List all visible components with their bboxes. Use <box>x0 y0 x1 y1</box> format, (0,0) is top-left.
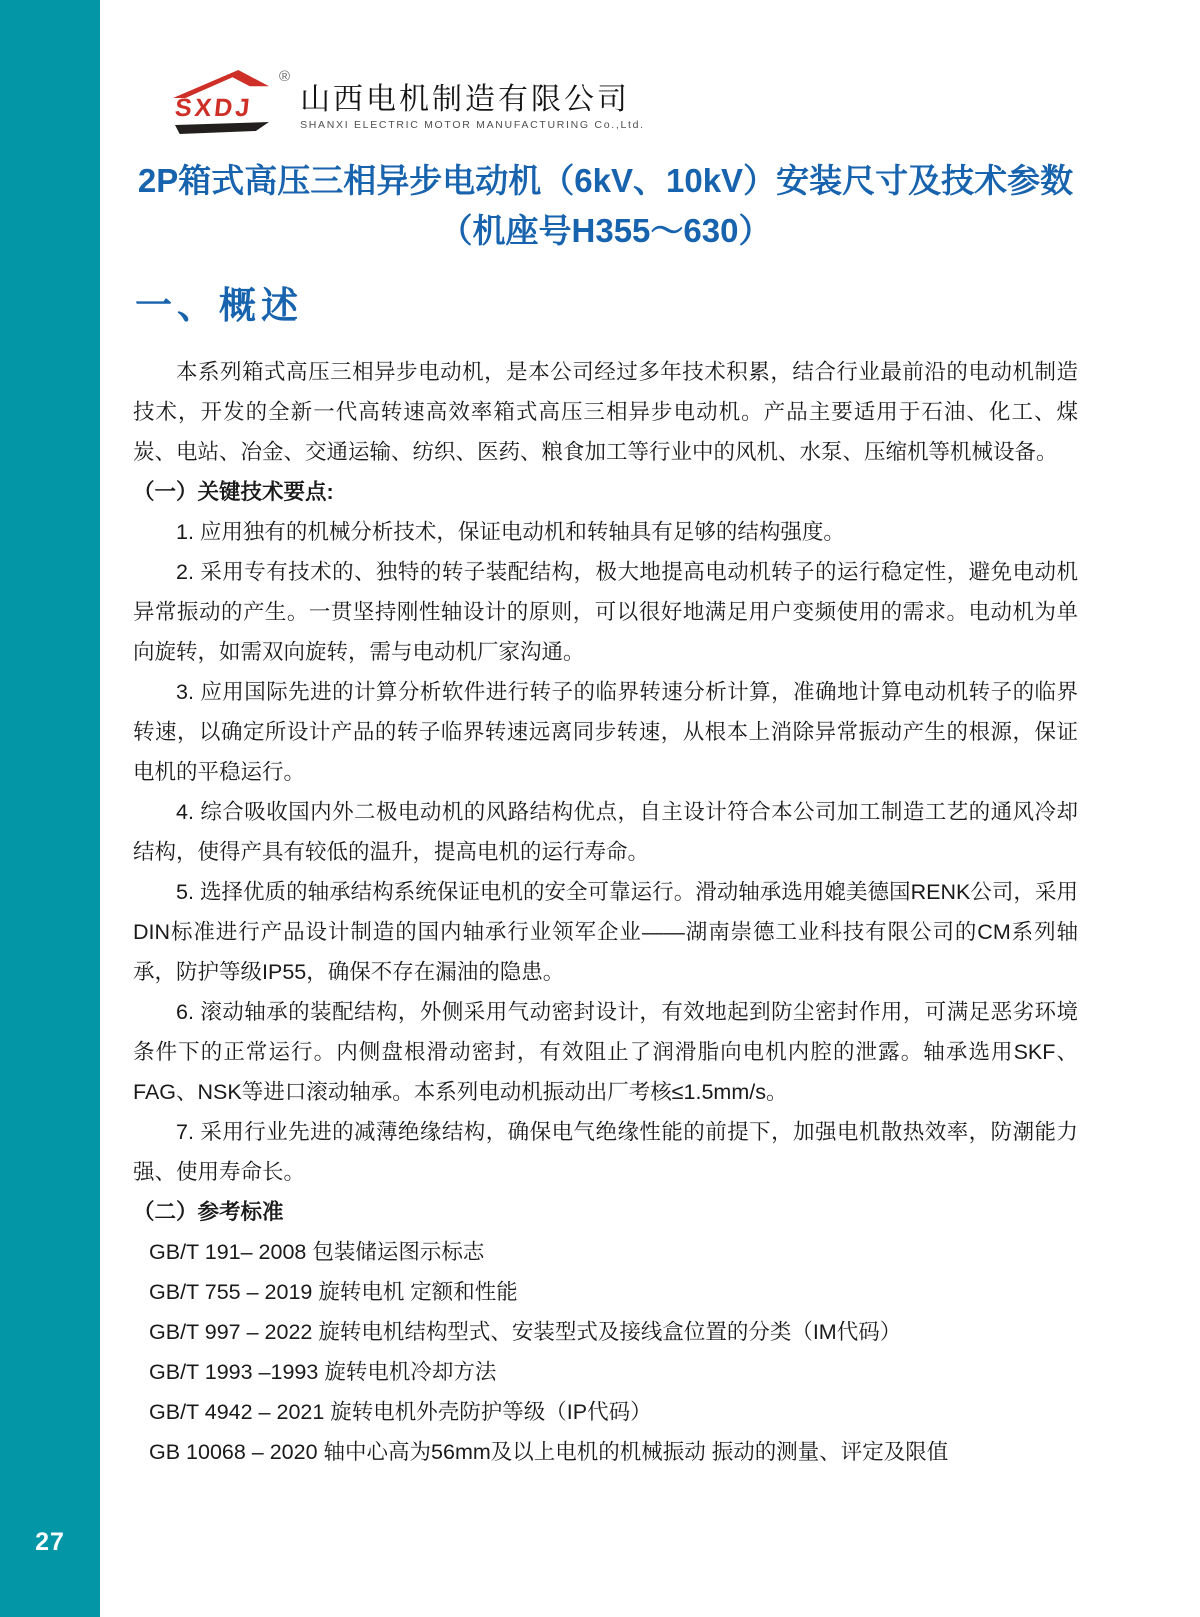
logo-mark-icon <box>173 70 273 134</box>
standard-item-4: GB/T 1993 –1993 旋转电机冷却方法 <box>149 1360 497 1384</box>
standards-list <box>133 1232 1078 1472</box>
standard-item-1: GB/T 191– 2008 包装储运图示标志 <box>149 1240 485 1264</box>
key-points-heading: （一）关键技术要点: <box>133 480 334 504</box>
document-title-line1: 2P箱式高压三相异步电动机（6kV、10kV）安装尺寸及技术参数 <box>137 162 1074 199</box>
key-point-6: 6. 滚动轴承的装配结构，外侧采用气动密封设计，有效地起到防尘密封作用，可满足恶劣环境条件下的正常运行。内侧盘根滑动密封，有效阻止了润滑脂向电机内腔的泄露。轴承选用SKF、FAG、NSK等进口滚动轴承。本系列电动机振动出厂考核≤1.5mm/s。 <box>133 1000 1078 1104</box>
standard-item-2: GB/T 755 – 2019 旋转电机 定额和性能 <box>149 1280 518 1304</box>
key-point-4: 4. 综合吸收国内外二极电动机的风路结构优点，自主设计符合本公司加工制造工艺的通风冷却结构，使得产具有较低的温升，提高电机的运行寿命。 <box>133 800 1078 864</box>
company-name-en: SHANXI ELECTRIC MOTOR MANUFACTURING Co.,Ltd. <box>300 119 645 131</box>
standards-heading: （二）参考标准 <box>133 1200 284 1224</box>
key-point-2: 2. 采用专有技术的、独特的转子装配结构，极大地提高电动机转子的运行稳定性，避免电动机异常振动的产生。一贯坚持刚性轴设计的原则，可以很好地满足用户变频使用的需求。电动机为单向旋转，如需双向旋转，需与电动机厂家沟通。 <box>133 560 1078 664</box>
standard-item-5: GB/T 4942 – 2021 旋转电机外壳防护等级（IP代码） <box>149 1400 652 1424</box>
overview-body <box>133 352 1078 1472</box>
registered-trademark-icon: ® <box>279 68 291 85</box>
logo-swoosh-shape <box>175 122 269 134</box>
key-point-5: 5. 选择优质的轴承结构系统保证电机的安全可靠运行。滑动轴承选用媲美德国RENK公司，采用DIN标准进行产品设计制造的国内轴承行业领军企业——湖南崇德工业科技有限公司的CM系列轴承，防护等级IP55，确保不存在漏油的隐患。 <box>133 880 1078 984</box>
company-logo <box>173 70 1078 140</box>
standard-item-3: GB/T 997 – 2022 旋转电机结构型式、安装型式及接线盒位置的分类（IM代码） <box>149 1320 902 1344</box>
standard-item-6: GB 10068 – 2020 轴中心高为56mm及以上电机的机械振动 振动的测量、评定及限值 <box>149 1440 949 1464</box>
key-point-3: 3. 应用国际先进的计算分析软件进行转子的临界转速分析计算，准确地计算电动机转子的临界转速，以确定所设计产品的转子临界转速远离同步转速，从根本上消除异常振动产生的根源，保证电机的平稳运行。 <box>133 680 1078 784</box>
key-point-7: 7. 采用行业先进的减薄绝缘结构，确保电气绝缘性能的前提下，加强电机散热效率，防潮能力强、使用寿命长。 <box>133 1120 1078 1184</box>
document-title-line2: （机座号H355～630） <box>439 212 772 249</box>
intro-paragraph: 本系列箱式高压三相异步电动机，是本公司经过多年技术积累，结合行业最前沿的电动机制造技术，开发的全新一代高转速高效率箱式高压三相异步电动机。产品主要适用于石油、化工、煤炭、电站、冶金、交通运输、纺织、医药、粮食加工等行业中的风机、水泵、压缩机等机械设备。 <box>133 360 1078 464</box>
page-number: 27 <box>35 1528 65 1556</box>
key-point-1: 1. 应用独有的机械分析技术，保证电动机和转轴具有足够的结构强度。 <box>176 520 845 544</box>
company-name-block <box>300 84 645 131</box>
logo-abbr: SXDJ <box>173 94 254 122</box>
company-name-cn: 山西电机制造有限公司 <box>300 83 631 116</box>
section-heading-overview: 一、概述 <box>135 285 303 326</box>
document-title <box>133 156 1078 256</box>
page-content <box>100 0 1200 1472</box>
left-accent-bar <box>0 0 100 1617</box>
